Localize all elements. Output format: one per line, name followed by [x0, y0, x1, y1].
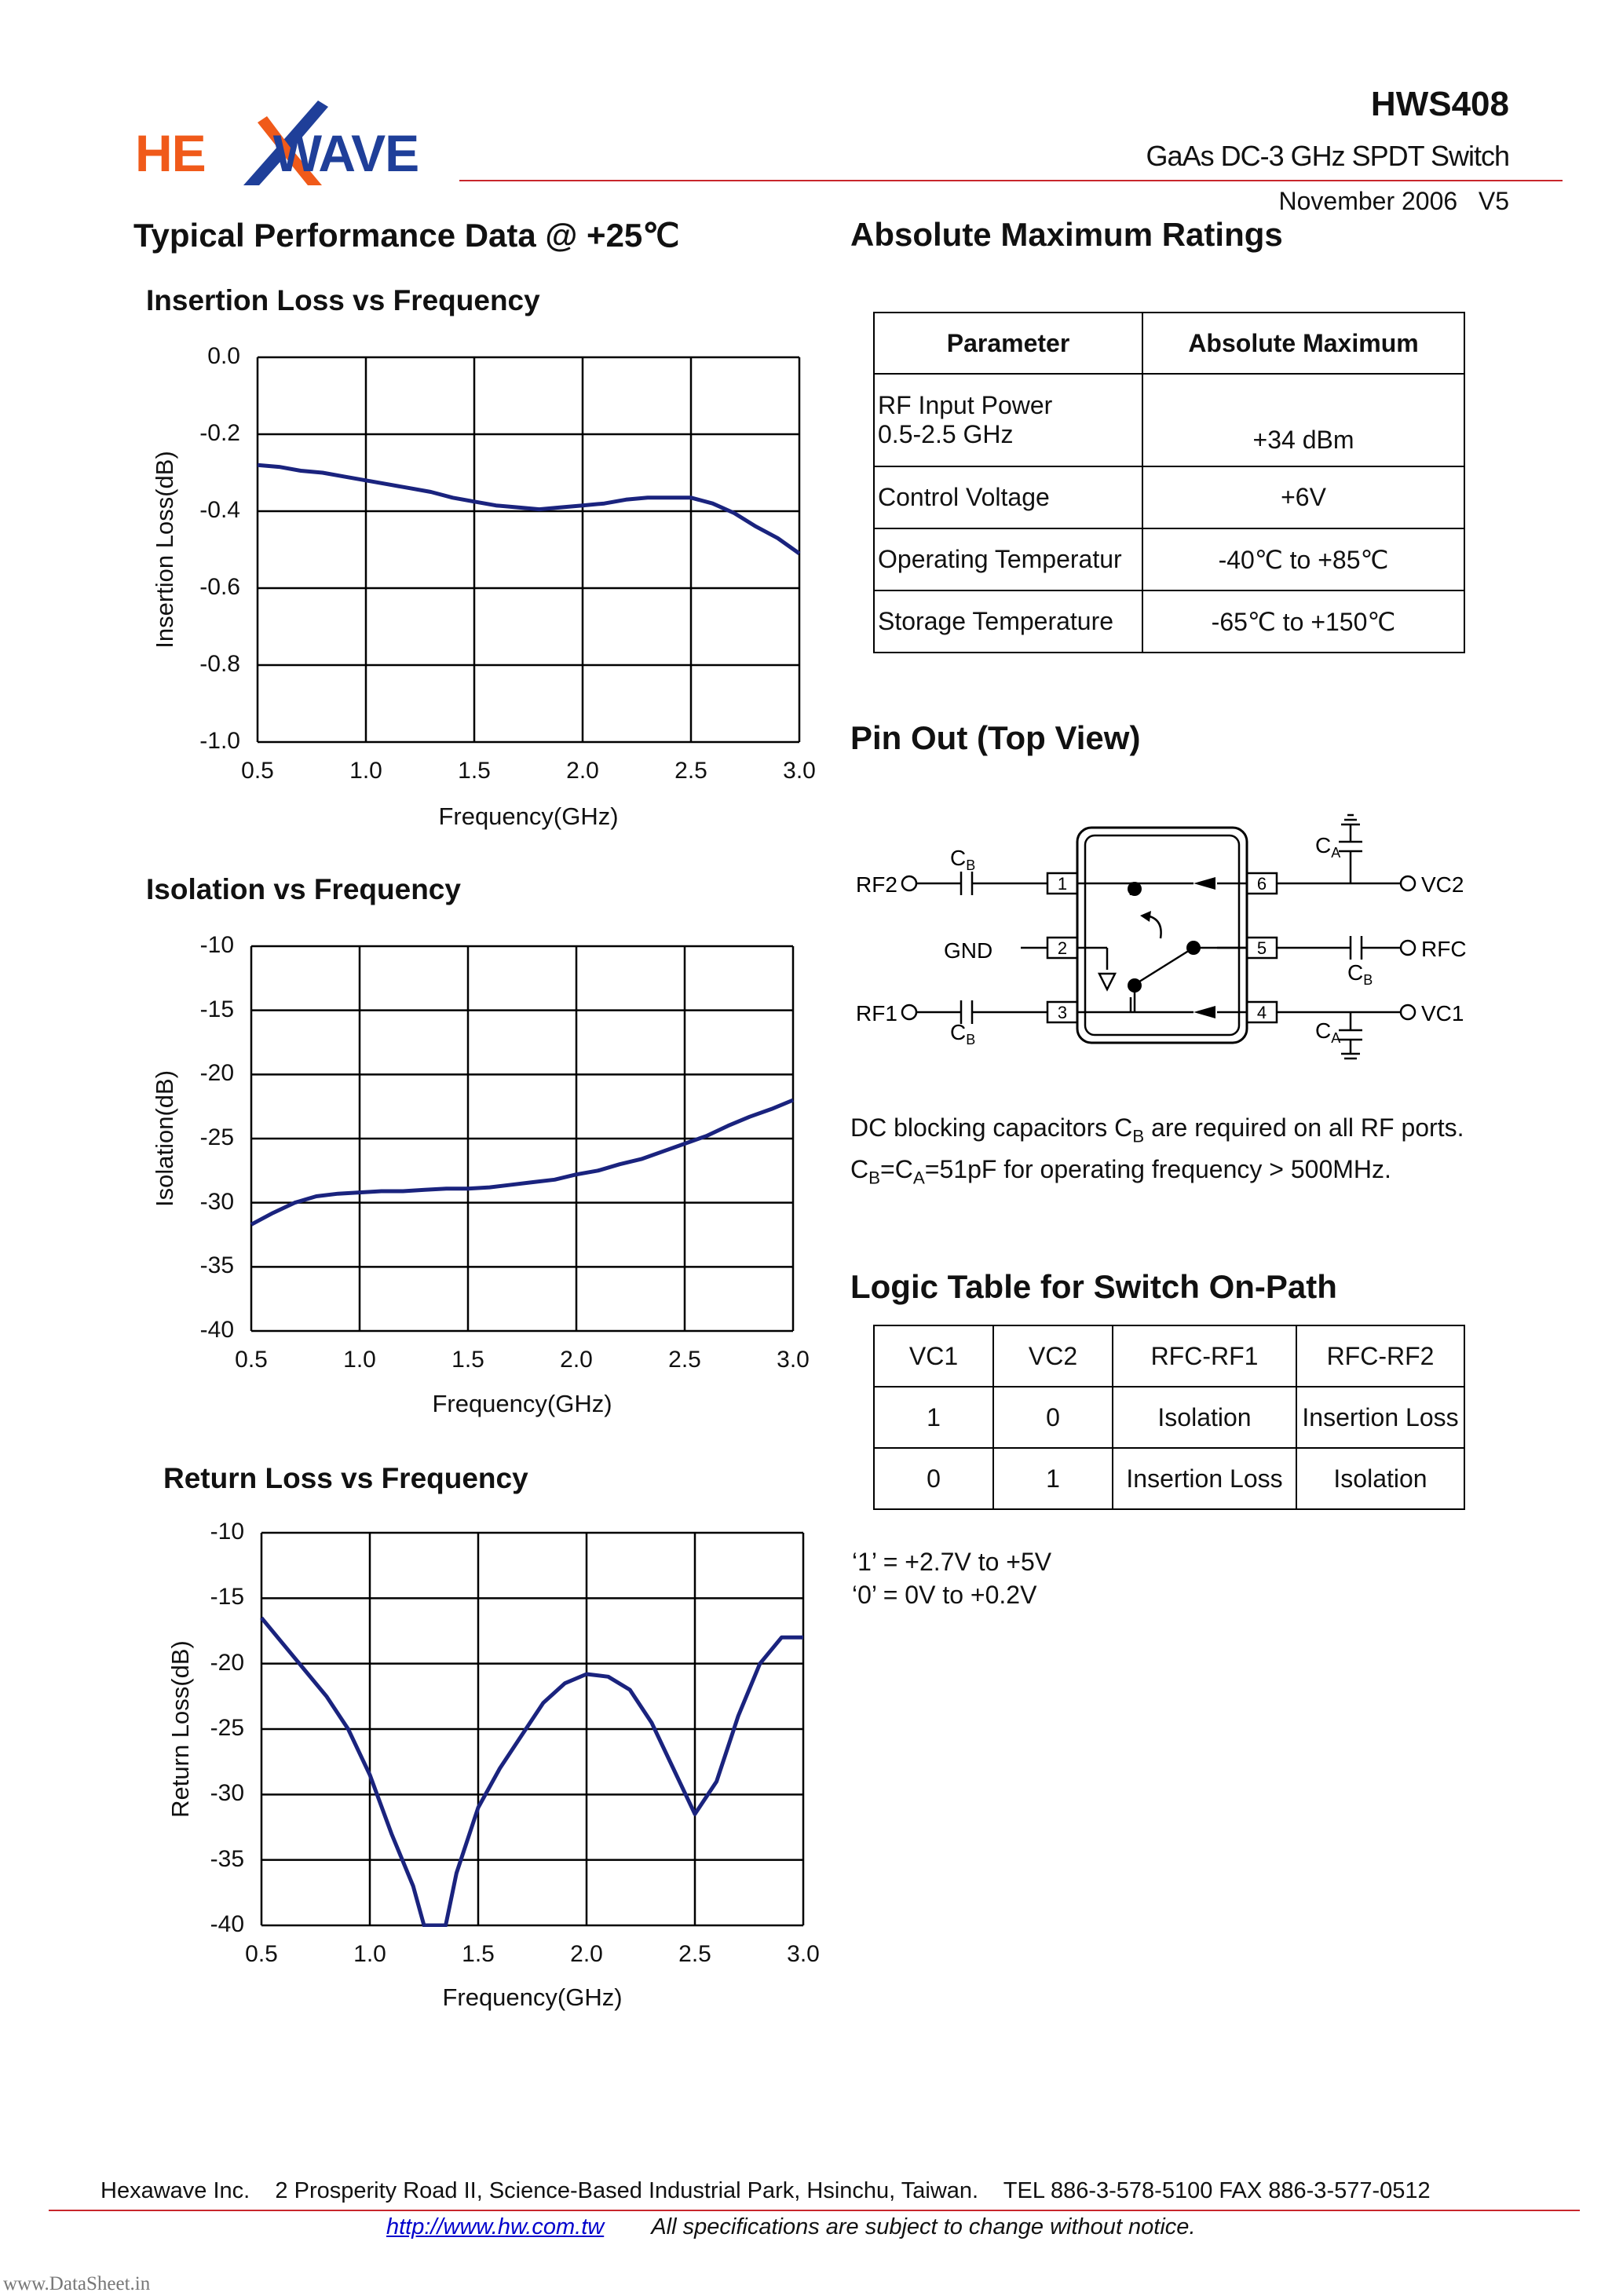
y-tick-label: -20: [199, 1060, 234, 1087]
y-tick-label: -0.2: [199, 420, 240, 446]
pinout-note-line1: DC blocking capacitors $C_B$ are required on all RF ports.: [850, 1113, 1464, 1146]
rf1-terminal: [902, 1005, 916, 1019]
header-rule: [459, 180, 1563, 181]
label-gnd: GND: [944, 938, 993, 963]
amr-row: [874, 590, 1464, 653]
label-vc2: VC2: [1421, 872, 1464, 897]
switch-common-contact: [1186, 941, 1201, 955]
package-inner: [1085, 835, 1239, 1035]
y-tick-label: -20: [210, 1649, 244, 1676]
logic-cell: 0: [874, 1448, 993, 1509]
y-tick-label: -25: [199, 1124, 234, 1150]
label-rf2: RF2: [856, 872, 897, 897]
amr-value: +34 dBm: [1142, 374, 1464, 466]
y-axis-label: Return Loss(dB): [166, 1640, 194, 1818]
chart-plot-area: [250, 945, 795, 1333]
product-subtitle: GaAs DC-3 GHz SPDT Switch: [1146, 140, 1509, 172]
x-tick-label: 0.5: [241, 758, 274, 784]
amr-param-line1: RF Input Power: [878, 391, 1053, 419]
x-tick-label: 1.5: [458, 758, 491, 784]
pin-1-number: 1: [1057, 874, 1068, 894]
amr-row: [874, 466, 1464, 528]
logic-cell: Insertion Loss: [1296, 1387, 1464, 1448]
y-tick-label: 0.0: [207, 343, 240, 369]
logic-header-vc2: VC2: [993, 1325, 1113, 1387]
logic-cell: 1: [993, 1448, 1113, 1509]
x-axis-label: Frequency(GHz): [432, 1390, 612, 1417]
y-tick-label: -15: [199, 996, 234, 1022]
y-tick-label: -1.0: [199, 728, 240, 754]
amr-param: Control Voltage: [874, 466, 1142, 528]
amr-header-parameter: Parameter: [874, 313, 1142, 374]
switch-arrow: [1140, 911, 1151, 922]
amr-param: Storage Temperature: [874, 590, 1142, 653]
y-tick-label: -15: [210, 1584, 244, 1610]
amr-row: [874, 374, 1464, 466]
section-title-performance: Typical Performance Data @ +25℃: [133, 217, 680, 254]
section-title-pinout: Pin Out (Top View): [850, 719, 1141, 756]
amr-table: [873, 312, 1465, 653]
footer-rule: [49, 2210, 1580, 2211]
x-tick-label: 1.0: [343, 1347, 376, 1373]
x-axis-label: Frequency(GHz): [442, 1983, 623, 2011]
y-axis-label: Insertion Loss(dB): [151, 451, 178, 649]
x-tick-label: 1.5: [451, 1347, 484, 1373]
logic-cell: Isolation: [1113, 1387, 1296, 1448]
section-title-logic: Logic Table for Switch On-Path: [850, 1268, 1337, 1305]
x-tick-label: 2.5: [678, 1941, 711, 1967]
x-tick-label: 2.5: [674, 758, 707, 784]
amr-param: [874, 374, 1142, 466]
y-tick-label: -40: [210, 1911, 244, 1937]
label-ca-vc2: $C_A$: [1315, 833, 1341, 861]
y-tick-label: -35: [210, 1845, 244, 1872]
label-cb-rfc: $C_B$: [1347, 960, 1373, 988]
x-tick-label: 1.5: [462, 1941, 495, 1967]
pinout-note-line2: $C_B=C_A=51pF$ for operating frequency > 500MHz.: [850, 1155, 1391, 1188]
logic-note-1: ‘1’ = +2.7V to +5V: [852, 1548, 1052, 1576]
amr-param-line2: 0.5-2.5 GHz: [878, 420, 1014, 448]
x-tick-label: 3.0: [787, 1941, 820, 1967]
y-tick-label: -10: [199, 932, 234, 958]
logic-note-2: ‘0’ = 0V to +0.2V: [852, 1581, 1037, 1609]
pin-3-number: 3: [1057, 1003, 1068, 1022]
x-tick-label: 1.0: [353, 1941, 386, 1967]
footer-links: [386, 2214, 1196, 2240]
amr-value: -40℃ to +85℃: [1142, 528, 1464, 590]
footer-address: Hexawave Inc. 2 Prosperity Road II, Science-Based Industrial Park, Hsinchu, Taiwan. TEL 886-3-578-5100 FAX 886-3-577-0512: [101, 2178, 1431, 2203]
x-tick-label: 2.5: [668, 1347, 701, 1373]
pin-5-number: 5: [1256, 938, 1267, 958]
label-rf1: RF1: [856, 1001, 897, 1026]
label-cb-rf1: $C_B$: [950, 1020, 976, 1047]
y-tick-label: -0.8: [199, 651, 240, 677]
x-tick-label: 0.5: [245, 1941, 278, 1967]
logic-row: [874, 1387, 1464, 1448]
logic-cell: Insertion Loss: [1113, 1448, 1296, 1509]
pinout-note: [850, 1111, 1464, 1195]
x-tick-label: 2.0: [570, 1941, 603, 1967]
footer-disclaimer: All specifications are subject to change without notice.: [651, 2214, 1196, 2239]
series-line: [251, 1100, 793, 1224]
y-tick-label: -30: [210, 1780, 244, 1807]
x-axis-label: Frequency(GHz): [438, 803, 619, 830]
chart-title: Isolation vs Frequency: [146, 873, 461, 905]
package-outline: [1077, 828, 1247, 1043]
x-tick-label: 1.0: [349, 758, 382, 784]
label-cb-rf2: $C_B$: [950, 846, 976, 873]
logic-row: [874, 1448, 1464, 1509]
logic-note: [852, 1545, 1051, 1611]
logic-header-row: [874, 1325, 1464, 1387]
vc1-terminal: [1401, 1005, 1415, 1019]
logic-table: [873, 1325, 1465, 1510]
chart-plot-area: [260, 1531, 805, 1927]
logic-cell: 1: [874, 1387, 993, 1448]
arrow-vc2: [1193, 877, 1215, 890]
y-axis-label: Isolation(dB): [151, 1069, 178, 1208]
x-tick-label: 2.0: [560, 1347, 593, 1373]
hexawave-logo: [135, 101, 465, 187]
y-tick-label: -40: [199, 1317, 234, 1343]
amr-value: +6V: [1142, 466, 1464, 528]
y-tick-label: -0.4: [199, 497, 240, 523]
amr-value: -65℃ to +150℃: [1142, 590, 1464, 653]
amr-header-row: [874, 313, 1464, 374]
logo-wordmark: [135, 124, 419, 182]
x-tick-label: 3.0: [783, 758, 816, 784]
part-number: HWS408: [1370, 85, 1509, 123]
pin-2-number: 2: [1057, 938, 1068, 958]
x-tick-label: 3.0: [777, 1347, 810, 1373]
logic-cell: Isolation: [1296, 1448, 1464, 1509]
y-tick-label: -30: [199, 1188, 234, 1215]
vc2-terminal: [1401, 876, 1415, 890]
x-tick-label: 2.0: [566, 758, 599, 784]
rfc-terminal: [1401, 941, 1415, 955]
rf2-terminal: [902, 876, 916, 890]
watermark: www.DataSheet.in: [3, 2273, 151, 2294]
logo-wave: WAVE: [272, 124, 419, 182]
series-line: [258, 465, 799, 554]
ground-triangle: [1099, 974, 1115, 989]
logo-xa: [206, 124, 273, 182]
pin-6-number: 6: [1256, 874, 1267, 894]
logic-header-rfc-rf2: RFC-RF2: [1296, 1325, 1464, 1387]
pin-4-number: 4: [1256, 1003, 1267, 1022]
chart-title: Insertion Loss vs Frequency: [146, 284, 540, 316]
logic-header-rfc-rf1: RFC-RF1: [1113, 1325, 1296, 1387]
amr-header-max: Absolute Maximum: [1142, 313, 1464, 374]
label-vc1: VC1: [1421, 1001, 1464, 1026]
y-tick-label: -0.6: [199, 574, 240, 600]
pinout-diagram: [848, 801, 1539, 1060]
x-tick-label: 0.5: [235, 1347, 268, 1373]
label-rfc: RFC: [1421, 937, 1467, 961]
logic-cell: 0: [993, 1387, 1113, 1448]
label-ca-vc1: $C_A$: [1315, 1018, 1341, 1046]
footer-url-link[interactable]: http://www.hw.com.tw: [386, 2214, 605, 2239]
y-tick-label: -35: [199, 1252, 234, 1279]
amr-param: Operating Temperatur: [874, 528, 1142, 590]
chart-plot-area: [256, 356, 801, 744]
amr-row: [874, 528, 1464, 590]
arrow-vc1: [1193, 1006, 1215, 1018]
revision-date: November 2006 V5: [1278, 187, 1509, 215]
section-title-amr: Absolute Maximum Ratings: [850, 216, 1283, 253]
y-tick-label: -25: [210, 1715, 244, 1741]
y-tick-label: -10: [210, 1519, 244, 1545]
chart-title: Return Loss vs Frequency: [163, 1462, 528, 1494]
logic-header-vc1: VC1: [874, 1325, 993, 1387]
logo-he: HE: [135, 124, 206, 182]
